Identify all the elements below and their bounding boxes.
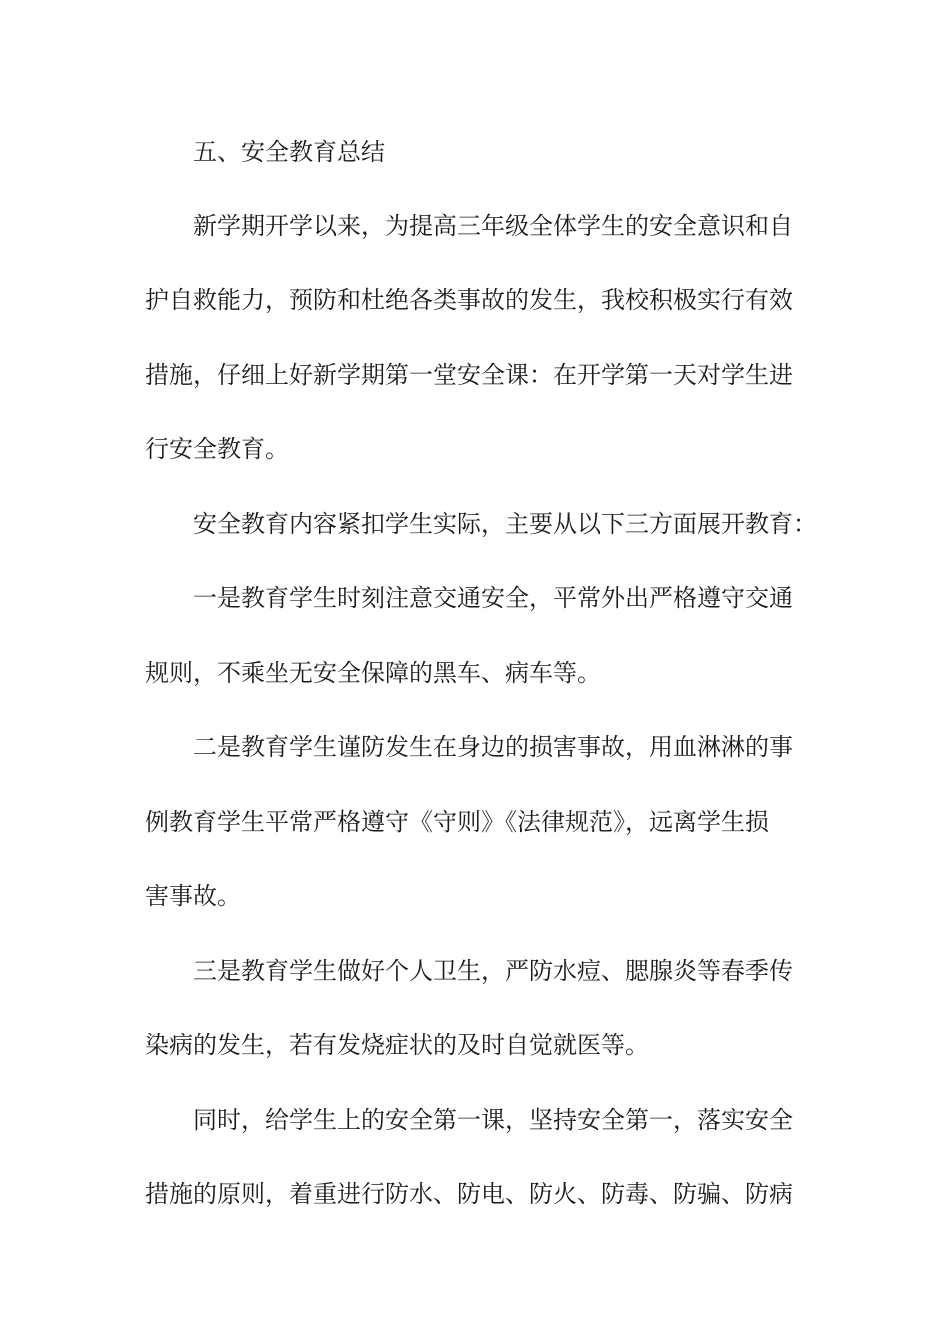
paragraph-4-line-1: 二是教育学生谨防发生在身边的损害事故，用血淋淋的事 (193, 733, 793, 761)
paragraph-5-line-1: 三是教育学生做好个人卫生，严防水痘、腮腺炎等春季传 (193, 957, 793, 985)
paragraph-1-line-2: 护自救能力，预防和杜绝各类事故的发生，我校积极实行有效 (145, 286, 793, 314)
section-heading: 五、安全教育总结 (193, 138, 385, 166)
paragraph-1-line-3: 措施，仔细上好新学期第一堂安全课：在开学第一天对学生进 (145, 361, 793, 389)
paragraph-6-line-1: 同时，给学生上的安全第一课，坚持安全第一，落实安全 (193, 1106, 793, 1134)
paragraph-4-line-3: 害事故。 (145, 882, 241, 910)
paragraph-4-line-2: 例教育学生平常严格遵守《守则》《法律规范》，远离学生损 (145, 808, 769, 836)
paragraph-5-line-2: 染病的发生，若有发烧症状的及时自觉就医等。 (145, 1031, 649, 1059)
paragraph-3-line-2: 规则，不乘坐无安全保障的黑车、病车等。 (145, 659, 601, 687)
paragraph-1-line-4: 行安全教育。 (145, 435, 289, 463)
paragraph-2-line-1: 安全教育内容紧扣学生实际，主要从以下三方面展开教育： (193, 510, 817, 538)
paragraph-3-line-1: 一是教育学生时刻注意交通安全，平常外出严格遵守交通 (193, 584, 793, 612)
paragraph-6-line-2: 措施的原则，着重进行防水、防电、防火、防毒、防骗、防病 (145, 1180, 793, 1208)
paragraph-1-line-1: 新学期开学以来，为提高三年级全体学生的安全意识和自 (193, 212, 793, 240)
